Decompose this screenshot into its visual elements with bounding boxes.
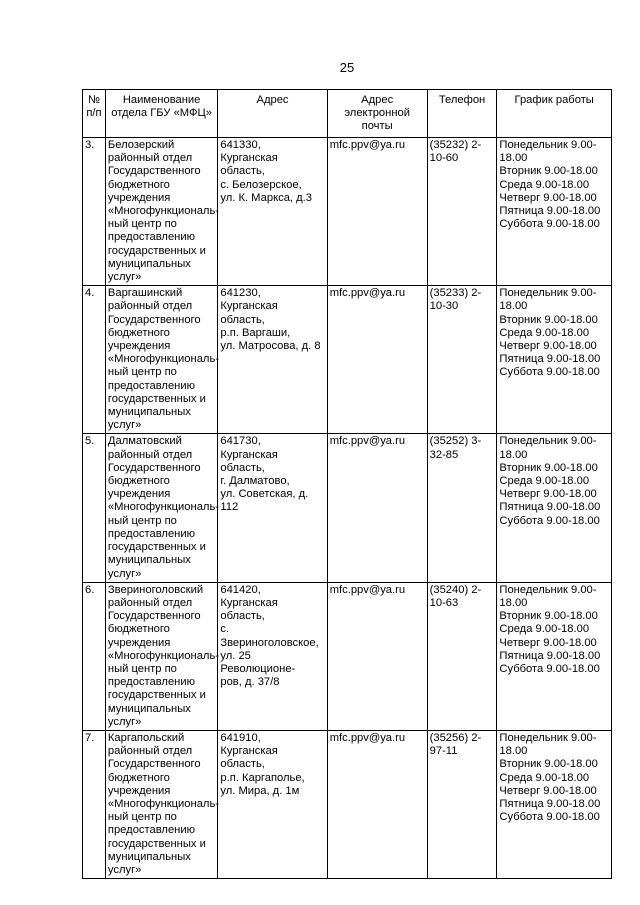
row-number: 7. [83,730,106,878]
row-number: 5. [83,434,106,582]
department-schedule: Понедельник 9.00- 18.00 Вторник 9.00-18.00 Среда 9.00-18.00 Четверг 9.00-18.00 Пятница 9.00-18.00 Суббота 9.00-18.00 [497,730,612,878]
table-row [83,730,612,878]
department-phone: (35252) 3-32-85 [427,434,497,582]
department-name: Звериноголовский районный отдел Государственного бюджетного учреждения «Многофункциональ- ный центр по предоставлению государственных и муниципальных услуг» [105,582,217,730]
header-email: Адрес электронной почты [327,90,427,138]
department-schedule: Понедельник 9.00- 18.00 Вторник 9.00-18.00 Среда 9.00-18.00 Четверг 9.00-18.00 Пятница 9.00-18.00 Суббота 9.00-18.00 [497,138,612,286]
department-name: Варгашинский районный отдел Государственного бюджетного учреждения «Многофункциональ- ный центр по предоставлению государственных и муниципальных услуг» [105,286,217,434]
department-name: Каргапольский районный отдел Государственного бюджетного учреждения «Многофункциональ- ный центр по предоставлению государственных и муниципальных услуг» [105,730,217,878]
department-phone: (35232) 2-10-60 [427,138,497,286]
department-phone: (35240) 2-10-63 [427,582,497,730]
department-email: mfc.ppv@ya.ru [327,138,427,286]
department-phone: (35256) 2-97-11 [427,730,497,878]
department-schedule: Понедельник 9.00- 18.00 Вторник 9.00-18.00 Среда 9.00-18.00 Четверг 9.00-18.00 Пятница 9.00-18.00 Суббота 9.00-18.00 [497,582,612,730]
department-phone: (35233) 2-10-30 [427,286,497,434]
header-num: № п/п [83,90,106,138]
row-number: 6. [83,582,106,730]
department-address: 641730, Курганская область, г. Далматово, ул. Советская, д. 112 [218,434,327,582]
table-row [83,582,612,730]
table-row [83,138,612,286]
header-address: Адрес [218,90,327,138]
row-number: 4. [83,286,106,434]
department-email: mfc.ppv@ya.ru [327,582,427,730]
row-number: 3. [83,138,106,286]
department-name: Далматовский районный отдел Государственного бюджетного учреждения «Многофункциональ- ный центр по предоставлению государственных и муниципальных услуг» [105,434,217,582]
header-phone: Телефон [427,90,497,138]
table-row [83,286,612,434]
department-address: 641420, Курганская область, с. Звериноголовское, ул. 25 Революционе- ров, д. 37/8 [218,582,327,730]
table-header-row [83,90,612,138]
department-email: mfc.ppv@ya.ru [327,286,427,434]
header-name: Наименование отдела ГБУ «МФЦ» [105,90,217,138]
department-address: 641230, Курганская область, р.п. Варгаши, ул. Матросова, д. 8 [218,286,327,434]
department-address: 641910, Курганская область, р.п. Каргаполье, ул. Мира, д. 1м [218,730,327,878]
department-schedule: Понедельник 9.00- 18.00 Вторник 9.00-18.00 Среда 9.00-18.00 Четверг 9.00-18.00 Пятница 9.00-18.00 Суббота 9.00-18.00 [497,434,612,582]
department-email: mfc.ppv@ya.ru [327,730,427,878]
department-address: 641330, Курганская область, с. Белозерское, ул. К. Маркса, д.3 [218,138,327,286]
department-name: Белозерский районный отдел Государственного бюджетного учреждения «Многофункциональ- ный центр по предоставлению государственных и муниципальных услуг» [105,138,217,286]
page-number: 25 [339,60,355,75]
header-schedule: График работы [497,90,612,138]
table-row [83,434,612,582]
department-email: mfc.ppv@ya.ru [327,434,427,582]
department-schedule: Понедельник 9.00- 18.00 Вторник 9.00-18.00 Среда 9.00-18.00 Четверг 9.00-18.00 Пятница 9.00-18.00 Суббота 9.00-18.00 [497,286,612,434]
mfc-offices-table [82,89,612,879]
